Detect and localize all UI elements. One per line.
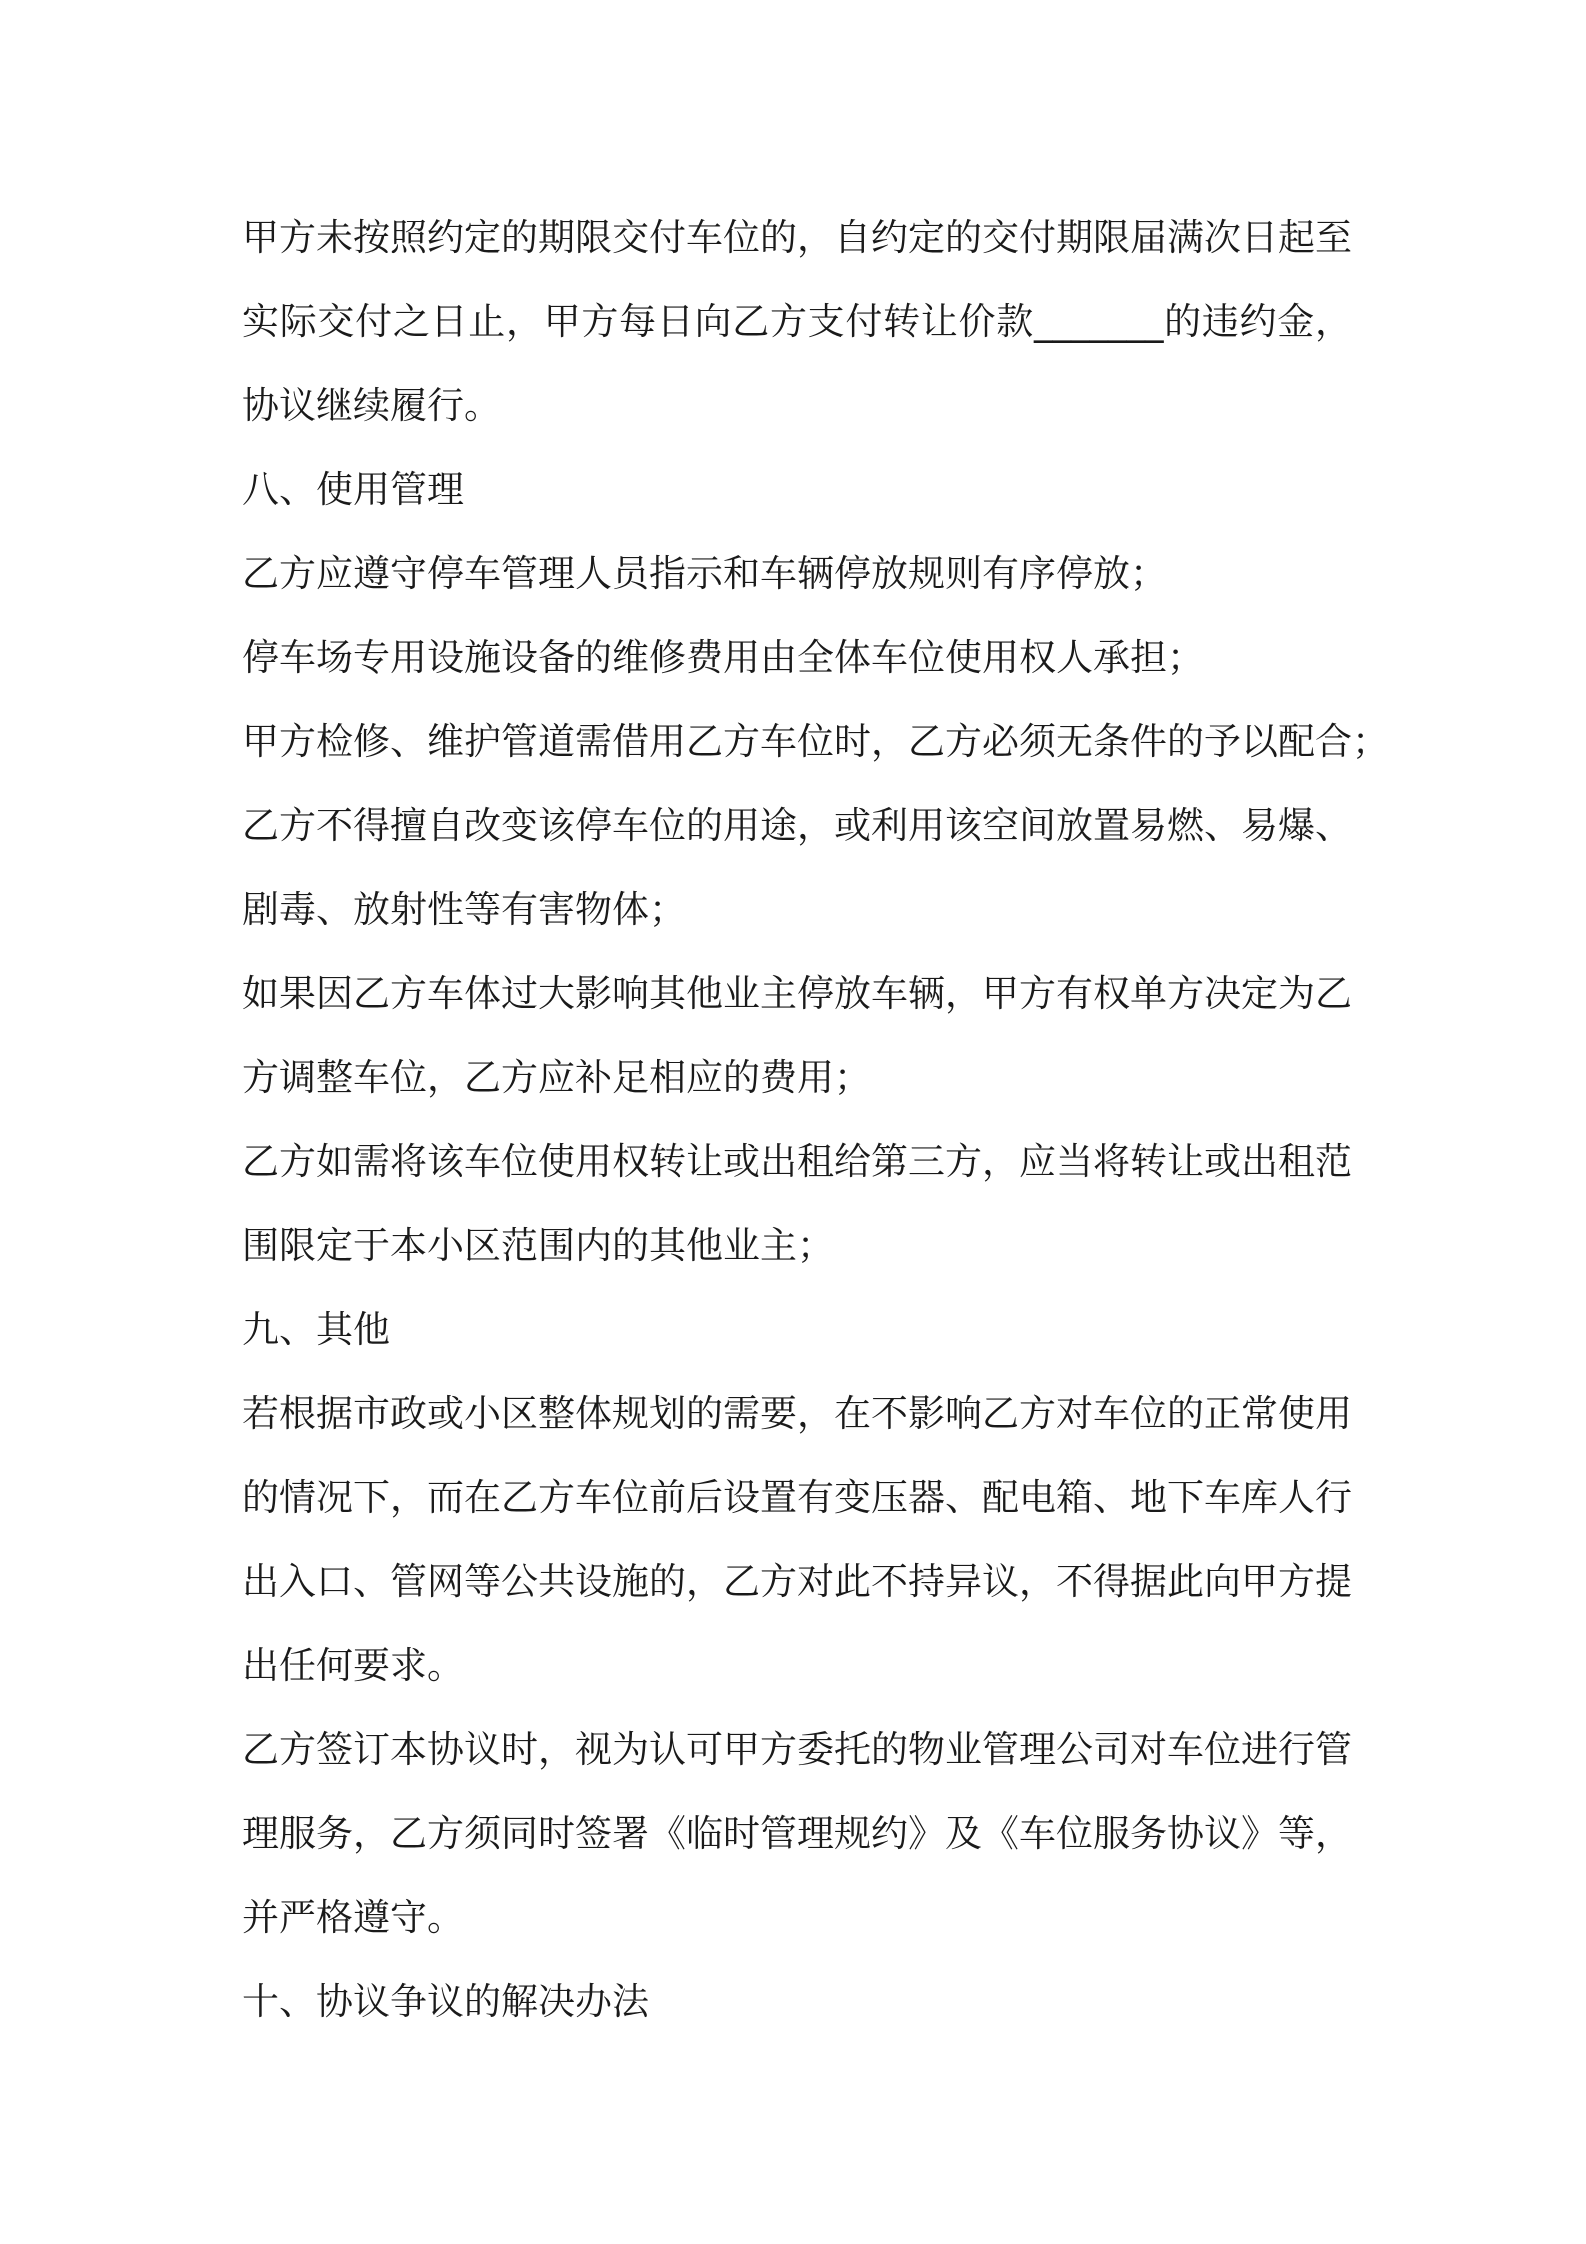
section-heading: 九、其他 (242, 1308, 390, 1351)
paragraph-line: 的情况下，而在乙方车位前后设置有变压器、配电箱、地下车库人行 (242, 1476, 1352, 1519)
paragraph-line: 若根据市政或小区整体规划的需要，在不影响乙方对车位的正常使用 (242, 1392, 1352, 1435)
paragraph-line: 出入口、管网等公共设施的，乙方对此不持异议，不得据此向甲方提 (242, 1560, 1352, 1603)
paragraph-line: 并严格遵守。 (242, 1896, 464, 1939)
paragraph-line: 剧毒、放射性等有害物体； (242, 888, 686, 931)
paragraph-line: 方调整车位，乙方应补足相应的费用； (242, 1056, 871, 1099)
paragraph-line: 乙方不得擅自改变该停车位的用途，或利用该空间放置易燃、易爆、 (242, 804, 1352, 847)
paragraph-line: 停车场专用设施设备的维修费用由全体车位使用权人承担； (242, 636, 1204, 679)
section-heading: 八、使用管理 (242, 468, 464, 511)
paragraph-line: 出任何要求。 (242, 1644, 464, 1687)
paragraph-line: 协议继续履行。 (242, 384, 501, 427)
paragraph-line: 甲方未按照约定的期限交付车位的，自约定的交付期限届满次日起至 (242, 216, 1352, 259)
paragraph-line: 乙方应遵守停车管理人员指示和车辆停放规则有序停放； (242, 552, 1167, 595)
paragraph-line: 乙方签订本协议时，视为认可甲方委托的物业管理公司对车位进行管 (242, 1728, 1352, 1771)
paragraph-line: 如果因乙方车体过大影响其他业主停放车辆，甲方有权单方决定为乙 (242, 972, 1352, 1015)
paragraph-line: 乙方如需将该车位使用权转让或出租给第三方，应当将转让或出租范 (242, 1140, 1352, 1183)
document-body (242, 196, 1389, 2044)
paragraph-line: 围限定于本小区范围内的其他业主； (242, 1224, 834, 1267)
section-heading: 十、协议争议的解决办法 (242, 1980, 649, 2023)
paragraph-line: 甲方检修、维护管道需借用乙方车位时，乙方必须无条件的予以配合； (242, 720, 1389, 763)
paragraph-line: 实际交付之日止，甲方每日向乙方支付转让价款_______的违约金， (242, 300, 1352, 343)
paragraph-line: 理服务，乙方须同时签署《临时管理规约》及《车位服务协议》等， (242, 1812, 1352, 1855)
